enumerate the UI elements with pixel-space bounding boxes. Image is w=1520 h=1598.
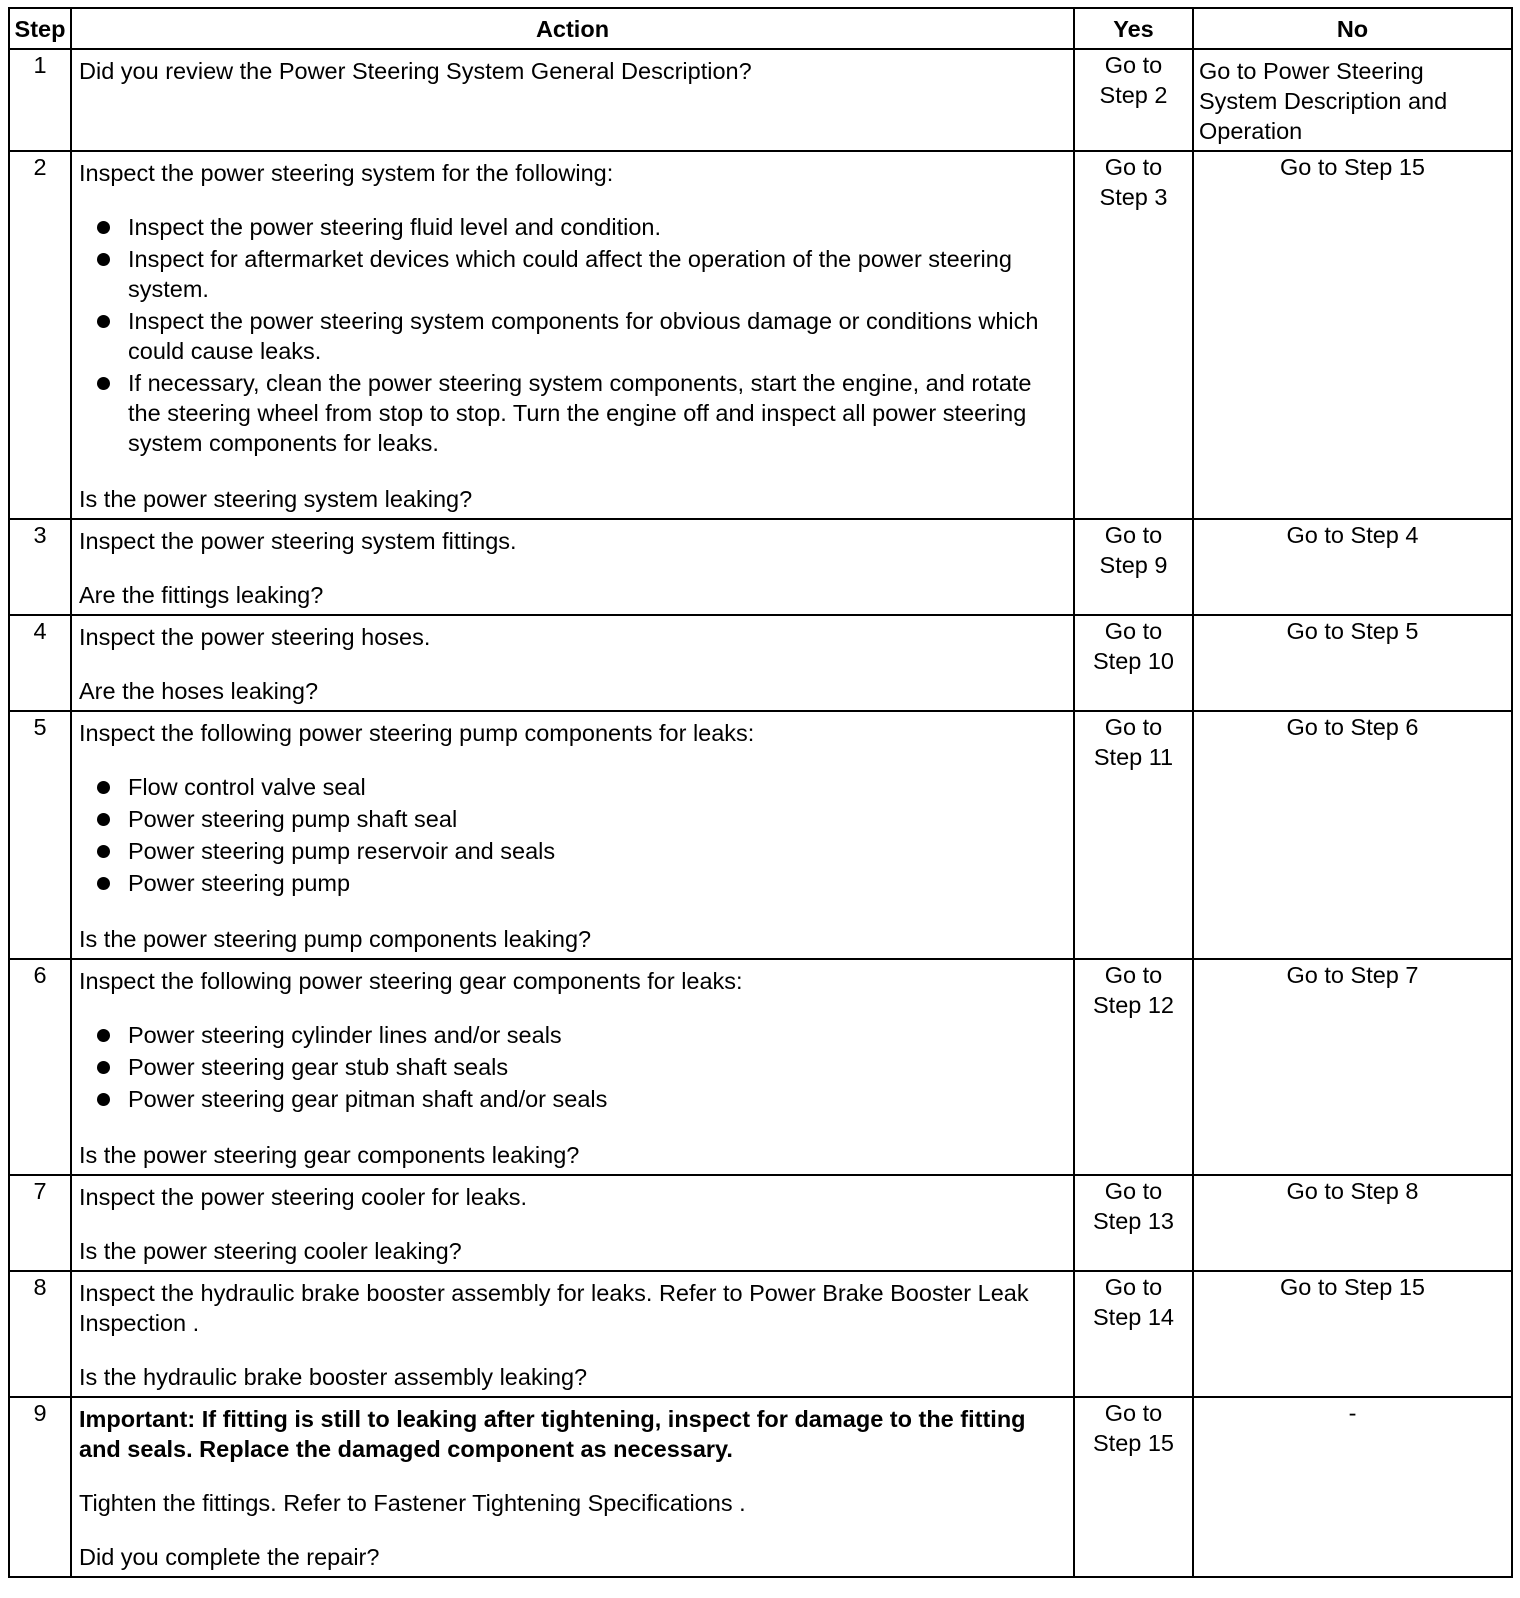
bullet-text: Power steering gear pitman shaft and/or seals [128, 1086, 608, 1112]
no-cell: - [1193, 1397, 1512, 1577]
action-intro: Inspect the following power steering pump components for leaks: [79, 720, 755, 746]
bullet-text: Power steering cylinder lines and/or seals [128, 1022, 562, 1048]
step-number: 8 [9, 1271, 71, 1397]
action-question: Is the power steering pump components leaking? [79, 926, 592, 952]
table-row [9, 49, 1512, 151]
header-step: Step [9, 8, 71, 49]
yes-line-1: Go to [1104, 714, 1163, 740]
action-question: Did you complete the repair? [79, 1544, 380, 1570]
header-action: Action [71, 8, 1074, 49]
yes-line-1: Go to [1104, 1274, 1163, 1300]
action-cell [71, 959, 1074, 1175]
bullet-icon [97, 877, 110, 890]
bullet-icon [97, 377, 110, 390]
action-cell [71, 519, 1074, 615]
bullet-icon [97, 813, 110, 826]
action-question: Is the power steering gear components leaking? [79, 1142, 580, 1168]
yes-line-2: Step 11 [1093, 744, 1174, 770]
yes-line-1: Go to [1104, 52, 1163, 78]
bullet-icon [97, 781, 110, 794]
action-cell [71, 49, 1074, 151]
yes-line-2: Step 10 [1092, 648, 1174, 674]
action-intro: Tighten the fittings. Refer to Fastener Tightening Specifications . [79, 1490, 746, 1516]
action-question: Is the power steering system leaking? [79, 486, 473, 512]
action-question: Are the hoses leaking? [79, 678, 319, 704]
step-number: 6 [9, 959, 71, 1175]
action-cell [71, 615, 1074, 711]
header-no: No [1193, 8, 1512, 49]
bullet-item [79, 244, 1067, 304]
step-number: 4 [9, 615, 71, 711]
table-row [9, 1271, 1512, 1397]
bullet-item [79, 368, 1067, 458]
table-row [9, 151, 1512, 519]
table-row [9, 959, 1512, 1175]
yes-cell [1074, 49, 1193, 151]
no-cell: Go to Step 15 [1193, 151, 1512, 519]
yes-line-1: Go to [1104, 522, 1163, 548]
action-intro: Inspect the power steering system for the following: [79, 160, 614, 186]
yes-line-1: Go to [1104, 1400, 1163, 1426]
bullet-item [79, 1020, 1067, 1050]
bullet-text: Inspect for aftermarket devices which could affect the operation of the power steering system. [128, 246, 1012, 302]
action-question: Did you review the Power Steering System General Description? [79, 58, 752, 84]
yes-line-2: Step 9 [1099, 552, 1168, 578]
yes-cell [1074, 1397, 1193, 1577]
yes-cell [1074, 1271, 1193, 1397]
bullet-text: Power steering pump shaft seal [128, 806, 458, 832]
header-row [9, 8, 1512, 49]
action-question: Is the hydraulic brake booster assembly leaking? [79, 1364, 588, 1390]
header-yes: Yes [1074, 8, 1193, 49]
yes-cell [1074, 151, 1193, 519]
bullet-item [79, 868, 1067, 898]
yes-line-2: Step 13 [1092, 1208, 1174, 1234]
table-row [9, 1175, 1512, 1271]
bullet-item [79, 804, 1067, 834]
action-intro: Inspect the power steering cooler for leaks. [79, 1184, 528, 1210]
action-intro: Inspect the power steering hoses. [79, 624, 431, 650]
yes-line-2: Step 12 [1092, 992, 1174, 1018]
yes-cell [1074, 1175, 1193, 1271]
table-row [9, 519, 1512, 615]
bullet-item [79, 1052, 1067, 1082]
no-cell: Go to Step 5 [1193, 615, 1512, 711]
action-intro: Inspect the hydraulic brake booster assembly for leaks. Refer to Power Brake Booster Leak Inspection . [79, 1280, 1029, 1336]
action-cell [71, 1271, 1074, 1397]
no-cell: Go to Step 6 [1193, 711, 1512, 959]
bullet-list [79, 772, 1067, 898]
action-intro: Inspect the following power steering gear components for leaks: [79, 968, 743, 994]
action-intro: Inspect the power steering system fittings. [79, 528, 517, 554]
bullet-item [79, 1084, 1067, 1114]
action-cell [71, 1397, 1074, 1577]
bullet-text: Power steering gear stub shaft seals [128, 1054, 509, 1080]
bullet-item [79, 772, 1067, 802]
bullet-icon [97, 221, 110, 234]
bullet-text: Power steering pump reservoir and seals [128, 838, 556, 864]
yes-line-2: Step 3 [1099, 184, 1168, 210]
table-row [9, 711, 1512, 959]
bullet-icon [97, 1093, 110, 1106]
bullet-icon [97, 1061, 110, 1074]
yes-line-1: Go to [1104, 154, 1163, 180]
yes-line-1: Go to [1104, 618, 1163, 644]
no-cell: Go to Step 4 [1193, 519, 1512, 615]
bullet-icon [97, 1029, 110, 1042]
action-question: Are the fittings leaking? [79, 582, 324, 608]
yes-cell [1074, 519, 1193, 615]
step-number: 5 [9, 711, 71, 959]
step-number: 1 [9, 49, 71, 151]
bullet-item [79, 212, 1067, 242]
action-question: Is the power steering cooler leaking? [79, 1238, 462, 1264]
yes-line-1: Go to [1104, 962, 1163, 988]
bullet-list [79, 212, 1067, 458]
table-row [9, 1397, 1512, 1577]
yes-line-1: Go to [1104, 1178, 1163, 1204]
diagnostic-table [8, 7, 1513, 1578]
yes-cell [1074, 711, 1193, 959]
bullet-icon [97, 253, 110, 266]
important-note: Important: If fitting is still to leaking after tightening, inspect for damage to the fitting and seals. Replace the damaged component as necessary. [79, 1406, 1026, 1462]
bullet-item [79, 836, 1067, 866]
bullet-text: Flow control valve seal [128, 774, 366, 800]
yes-cell [1074, 615, 1193, 711]
bullet-text: Inspect the power steering fluid level and condition. [128, 214, 661, 240]
bullet-icon [97, 845, 110, 858]
bullet-item [79, 306, 1067, 366]
bullet-text: Power steering pump [128, 870, 351, 896]
step-number: 2 [9, 151, 71, 519]
yes-line-2: Step 14 [1092, 1304, 1174, 1330]
bullet-list [79, 1020, 1067, 1114]
action-cell [71, 1175, 1074, 1271]
yes-line-2: Step 2 [1099, 82, 1168, 108]
no-cell: Go to Power Steering System Description and Operation [1193, 49, 1512, 151]
table-row [9, 615, 1512, 711]
no-cell: Go to Step 15 [1193, 1271, 1512, 1397]
no-cell: Go to Step 7 [1193, 959, 1512, 1175]
bullet-icon [97, 315, 110, 328]
yes-cell [1074, 959, 1193, 1175]
bullet-text: If necessary, clean the power steering system components, start the engine, and rotate the steering wheel from stop to stop. Turn the engine off and inspect all power steering system components for leaks. [128, 370, 1032, 456]
step-number: 9 [9, 1397, 71, 1577]
bullet-text: Inspect the power steering system components for obvious damage or conditions which could cause leaks. [128, 308, 1039, 364]
step-number: 3 [9, 519, 71, 615]
yes-line-2: Step 15 [1092, 1430, 1174, 1456]
action-cell [71, 711, 1074, 959]
no-cell: Go to Step 8 [1193, 1175, 1512, 1271]
action-cell [71, 151, 1074, 519]
step-number: 7 [9, 1175, 71, 1271]
